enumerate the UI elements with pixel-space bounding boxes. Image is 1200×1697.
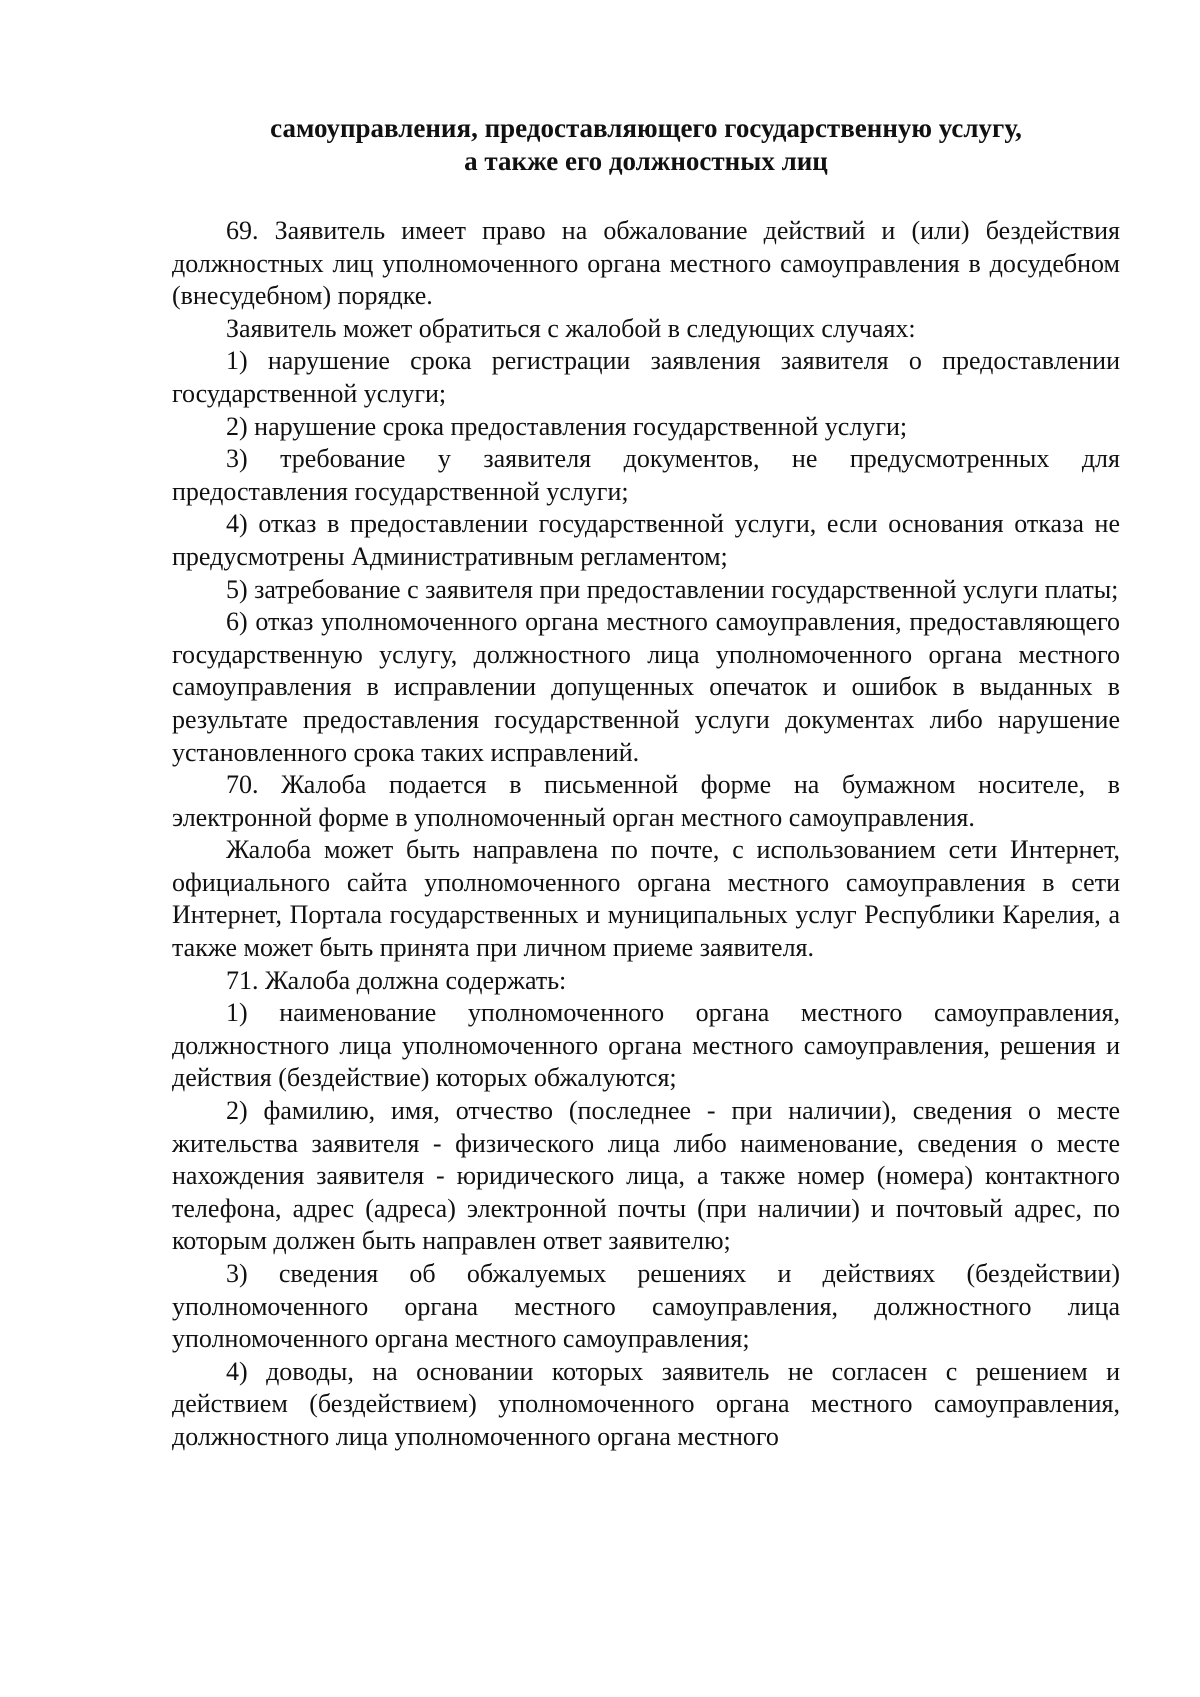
list-item: 3) требование у заявителя документов, не предусмотренных для предоставления государственной услуги; <box>172 444 1120 506</box>
paragraph-69: 69. Заявитель имеет право на обжалование действий и (или) бездействия должностных лиц уполномоченного органа местного самоуправления в досудебном (внесудебном) порядке. <box>172 216 1120 311</box>
section-heading <box>172 112 1120 178</box>
paragraph-70: 70. Жалоба подается в письменной форме на бумажном носителе, в электронной форме в уполномоченный орган местного самоуправления. <box>172 770 1120 832</box>
list-item: 2) нарушение срока предоставления государственной услуги; <box>226 411 908 441</box>
list-item: 1) наименование уполномоченного органа местного самоуправления, должностного лица уполномоченного органа местного самоуправления, решения и действия (бездействие) которых обжалуются; <box>172 998 1120 1093</box>
document-body <box>172 215 1120 1454</box>
list-item: 6) отказ уполномоченного органа местного самоуправления, предоставляющего государственную услугу, должностного лица уполномоченного органа местного самоуправления в исправлении допущенных опечаток и ошибок в выданных в результате предоставления государственной услуги документах либо нарушение установленного срока таких исправлений. <box>172 607 1120 767</box>
paragraph-submission-channels: Жалоба может быть направлена по почте, с использованием сети Интернет, официального сайта уполномоченного органа местного самоуправления в сети Интернет, Портала государственных и муниципальных услуг Республики Карелия, а также может быть принята при личном приеме заявителя. <box>172 835 1120 963</box>
heading-line: самоуправления, предоставляющего государственную услугу, <box>270 113 1022 143</box>
list-item: 3) сведения об обжалуемых решениях и действиях (бездействии) уполномоченного органа местного самоуправления, должностного лица уполномоченного органа местного самоуправления; <box>172 1259 1120 1354</box>
paragraph-complaint-cases: Заявитель может обратиться с жалобой в следующих случаях: <box>226 313 916 343</box>
list-item: 4) отказ в предоставлении государственной услуги, если основания отказа не предусмотрены Административным регламентом; <box>172 509 1120 571</box>
list-item: 2) фамилию, имя, отчество (последнее - при наличии), сведения о месте жительства заявителя - физического лица либо наименование, сведения о месте нахождения заявителя - юридического лица, а также номер (номера) контактного телефона, адрес (адреса) электронной почты (при наличии) и почтовый адрес, по которым должен быть направлен ответ заявителю; <box>172 1096 1120 1256</box>
paragraph-71: 71. Жалоба должна содержать: <box>226 965 567 995</box>
list-item: 4) доводы, на основании которых заявитель не согласен с решением и действием (бездействием) уполномоченного органа местного самоуправления, должностного лица уполномоченного органа местного <box>172 1356 1120 1451</box>
heading-line: а также его должностных лиц <box>464 146 828 176</box>
list-item: 5) затребование с заявителя при предоставлении государственной услуги платы; <box>226 574 1119 604</box>
list-item: 1) нарушение срока регистрации заявления заявителя о предоставлении государственной услуги; <box>172 346 1120 408</box>
